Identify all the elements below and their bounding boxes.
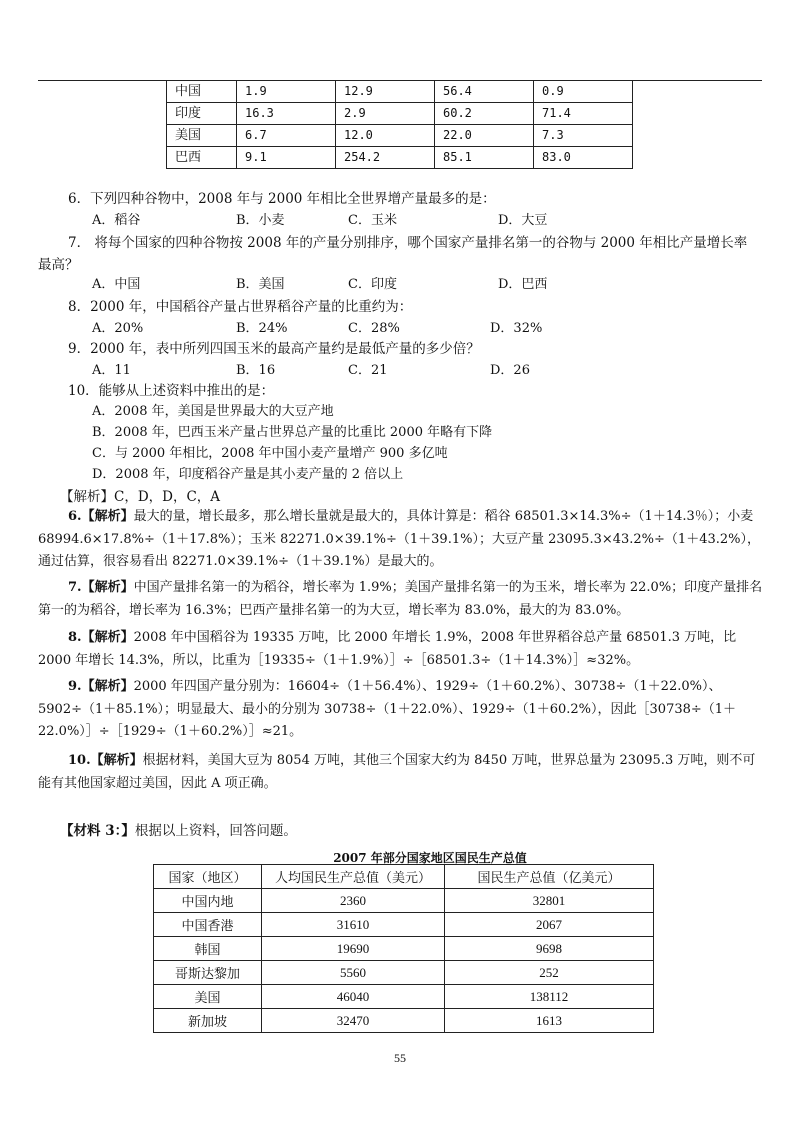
material-3-text: 根据以上资料，回答问题。 (134, 823, 297, 839)
column-header: 国家（地区） (154, 865, 262, 889)
table-cell: 0.9 (534, 81, 633, 103)
grain-growth-table (166, 80, 633, 169)
explanation-7 (38, 577, 764, 622)
page-number: 55 (394, 1051, 406, 1065)
explanation-8-label: 8.【解析】 (68, 630, 134, 645)
table-row (167, 125, 633, 147)
question-10-option-a: A．2008 年，美国是世界最大的大豆产地 (92, 404, 334, 419)
explanation-7-label: 7.【解析】 (68, 580, 134, 595)
table-cell: 巴西 (167, 147, 237, 169)
explanation-7-text: 中国产量排名第一的为稻谷，增长率为 1.9%；美国产量排名第一的为玉米，增长率为 22.0%；印度产量排名第一的为稻谷，增长率为 16.3%；巴西产量排名第一的为大豆，增长率为 83.0%，最大的为 83.0%。 (38, 580, 763, 618)
table-cell: 56.4 (435, 81, 534, 103)
table-cell: 46040 (262, 985, 445, 1009)
table-cell: 美国 (167, 125, 237, 147)
question-9-option-d: D．26 (490, 363, 530, 378)
table-cell: 韩国 (154, 937, 262, 961)
table-cell: 新加坡 (154, 1009, 262, 1033)
explanation-8-text: 2008 年中国稻谷为 19335 万吨，比 2000 年增长 1.9%，2008 年世界稻谷总产量 68501.3 万吨，比 2000 年增长 14.3%，所以，比重为［19335÷（1＋1.9%）］÷［68501.3÷（1＋14.3%）］≈32%。 (38, 630, 737, 668)
explanation-10 (38, 750, 764, 795)
question-8-option-b: B．24% (236, 321, 288, 336)
table-cell: 71.4 (534, 103, 633, 125)
table-cell: 19690 (262, 937, 445, 961)
table-cell: 252 (445, 961, 654, 985)
question-10-stem: 10．能够从上述资料中推出的是： (68, 383, 275, 399)
table-cell: 31610 (262, 913, 445, 937)
table-row (154, 913, 654, 937)
question-7-stem-line1: 7． 将每个国家的四种谷物按 2008 年的产量分别排序，哪个国家产量排名第一的谷物与 2000 年相比产量增长率 (68, 235, 748, 251)
gnp-table (153, 864, 654, 1033)
table-cell: 美国 (154, 985, 262, 1009)
table-cell: 60.2 (435, 103, 534, 125)
table-row (154, 985, 654, 1009)
question-9-option-a: A．11 (92, 363, 131, 378)
table-cell: 5560 (262, 961, 445, 985)
question-9-stem: 9．2000 年，表中所列四国玉米的最高产量约是最低产量的多少倍？ (68, 341, 480, 357)
question-7-option-b: B．美国 (236, 277, 285, 292)
question-10-option-b: B．2008 年，巴西玉米产量占世界总产量的比重比 2000 年略有下降 (92, 425, 493, 440)
question-9-option-b: B．16 (236, 363, 276, 378)
table-row (154, 889, 654, 913)
table-cell: 哥斯达黎加 (154, 961, 262, 985)
explanation-10-label: 10.【解析】 (68, 753, 143, 768)
table-cell: 254.2 (336, 147, 435, 169)
gnp-table-title: 2007 年部分国家地区国民生产总值 (333, 851, 527, 865)
question-8-option-a: A．20% (92, 321, 144, 336)
material-3-heading (60, 822, 297, 840)
question-8-stem: 8．2000 年，中国稻谷产量占世界稻谷产量的比重约为： (68, 299, 413, 315)
question-7-stem-line2: 最高？ (38, 257, 79, 273)
question-10-option-d: D．2008 年，印度稻谷产量是其小麦产量的 2 倍以上 (92, 467, 404, 482)
table-cell: 2067 (445, 913, 654, 937)
table-cell: 1613 (445, 1009, 654, 1033)
table-cell: 32470 (262, 1009, 445, 1033)
table-row (154, 961, 654, 985)
explanation-9-label: 9.【解析】 (68, 679, 134, 694)
table-cell: 7.3 (534, 125, 633, 147)
material-3-label: 【材料 3：】 (60, 823, 135, 839)
table-cell: 中国 (167, 81, 237, 103)
question-6-option-d: D．大豆 (498, 213, 548, 228)
table-cell: 2360 (262, 889, 445, 913)
question-8-option-c: C．28% (348, 321, 400, 336)
question-6-option-a: A．稻谷 (92, 213, 141, 228)
table-cell: 6.7 (237, 125, 336, 147)
explanation-10-text: 根据材料，美国大豆为 8054 万吨，其他三个国家大约为 8450 万吨，世界总量为 23095.3 万吨，则不可能有其他国家超过美国，因此 A 项正确。 (38, 753, 756, 791)
table-row (167, 147, 633, 169)
question-7-option-a: A．中国 (92, 277, 141, 292)
table-header-row (154, 865, 654, 889)
table-row (154, 937, 654, 961)
table-row (154, 1009, 654, 1033)
table-cell: 138112 (445, 985, 654, 1009)
explanation-9-text: 2000 年四国产量分别为：16604÷（1＋56.4%）、1929÷（1＋60.2%）、30738÷（1＋22.0%）、5902÷（1＋85.1%）；明显最大、最小的分别为 30738÷（1＋22.0%）、1929÷（1＋60.2%），因此［30738÷（1＋22.0%）］÷［1929÷（1＋60.2%）］≈21。 (38, 679, 737, 739)
table-cell: 83.0 (534, 147, 633, 169)
question-7-option-d: D．巴西 (498, 277, 548, 292)
table-cell: 中国内地 (154, 889, 262, 913)
table-cell: 16.3 (237, 103, 336, 125)
question-6-stem: 6．下列四种谷物中，2008 年与 2000 年相比全世界增产量最多的是： (68, 191, 496, 207)
table-cell: 9698 (445, 937, 654, 961)
table-row (167, 81, 633, 103)
explanation-9 (38, 676, 764, 744)
table-cell: 印度 (167, 103, 237, 125)
column-header: 国民生产总值（亿美元） (445, 865, 654, 889)
explanation-6-label: 6.【解析】 (68, 509, 134, 524)
table-cell: 中国香港 (154, 913, 262, 937)
table-row (167, 103, 633, 125)
table-cell: 12.9 (336, 81, 435, 103)
question-6-option-c: C．玉米 (348, 213, 397, 228)
table-cell: 9.1 (237, 147, 336, 169)
question-7-option-c: C．印度 (348, 277, 397, 292)
column-header: 人均国民生产总值（美元） (262, 865, 445, 889)
question-6-option-b: B．小麦 (236, 213, 285, 228)
question-8-option-d: D．32% (490, 321, 543, 336)
table-cell: 85.1 (435, 147, 534, 169)
answer-key: 【解析】C，D，D，C，A (60, 489, 221, 505)
table-cell: 12.0 (336, 125, 435, 147)
explanation-8 (38, 627, 764, 672)
table-cell: 1.9 (237, 81, 336, 103)
explanation-6 (38, 506, 764, 574)
table-cell: 22.0 (435, 125, 534, 147)
explanation-6-text: 最大的量，增长最多，那么增长量就是最大的，具体计算是：稻谷 68501.3×14.3%÷（1＋14.3％）；小麦 68994.6×17.8%÷（1＋17.8%）；玉米 82271.0×39.1%÷（1＋39.1%）；大豆产量 23095.3×43.2%÷（1＋43.2%），通过估算，很容易看出 82271.0×39.1%÷（1＋39.1%）是最大的。 (38, 509, 760, 569)
question-9-option-c: C．21 (348, 363, 388, 378)
table-cell: 2.9 (336, 103, 435, 125)
question-10-option-c: C．与 2000 年相比，2008 年中国小麦产量增产 900 多亿吨 (92, 446, 448, 461)
table-cell: 32801 (445, 889, 654, 913)
